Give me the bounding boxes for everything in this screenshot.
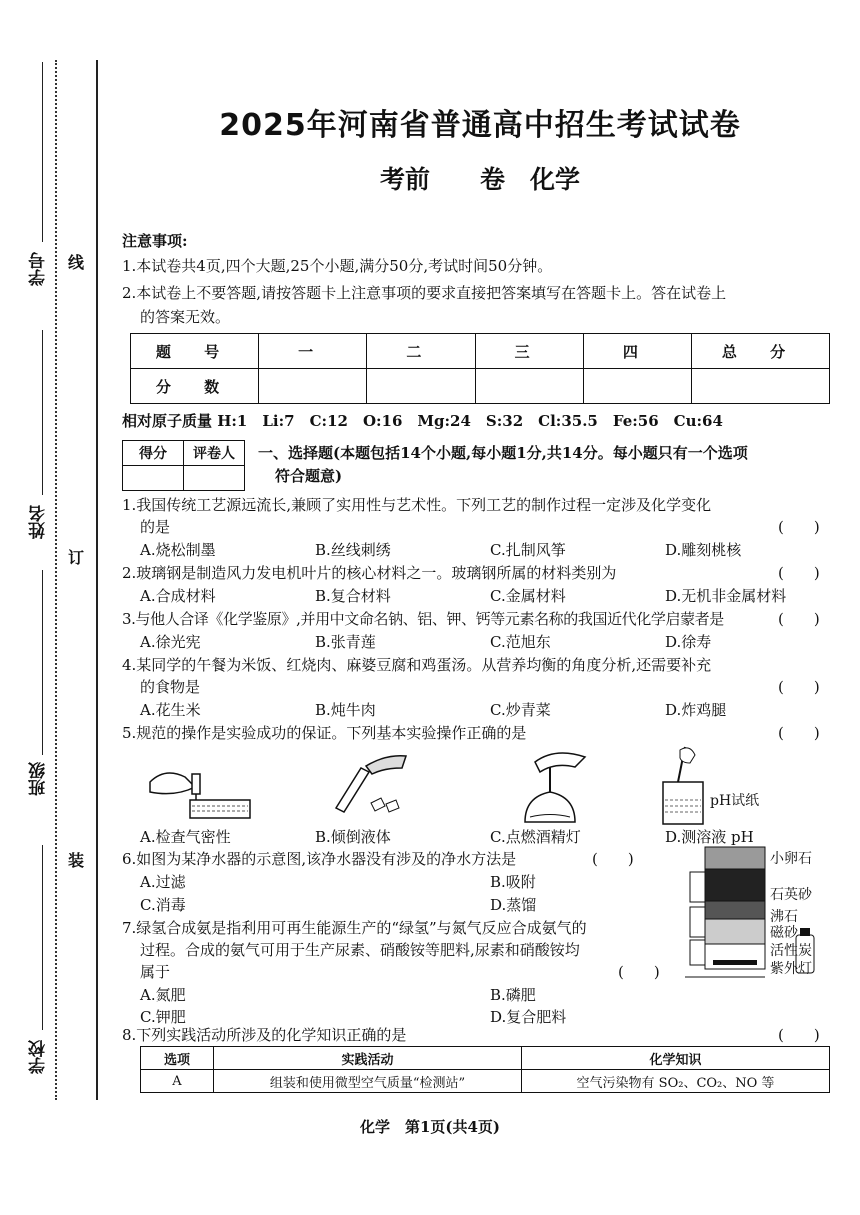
- q5-option-c: C.点燃酒精灯: [490, 828, 581, 846]
- q7-option-d: D.复合肥料: [490, 1008, 567, 1026]
- layer-label-zeolite: 沸石: [770, 909, 798, 925]
- class-label: 班级: [29, 762, 49, 796]
- q1-option-a: A.烧松制墨: [140, 541, 216, 559]
- grader-score-label: 得分: [123, 441, 184, 466]
- page-title: 2025年河南省普通高中招生考试试卷: [219, 108, 741, 143]
- q4-stem: 4.某同学的午餐为米饭、红烧肉、麻婆豆腐和鸡蛋汤。从营养均衡的角度分析,还需要补充: [122, 656, 712, 674]
- measure-ph-illustration: [655, 742, 725, 827]
- q4-option-b: B.炖牛肉: [315, 701, 376, 719]
- score-table-value-row: [131, 369, 830, 404]
- q6-option-b: B.吸附: [490, 873, 536, 891]
- q3-answer-paren: ( ): [778, 610, 820, 628]
- q1-stem: 1.我国传统工艺源远流长,兼顾了实用性与艺术性。下列工艺的制作过程一定涉及化学变化: [122, 496, 712, 514]
- pour-liquid-illustration: [316, 748, 416, 828]
- q1-option-b: B.丝线刺绣: [315, 541, 391, 559]
- name-label: 姓名: [29, 505, 49, 539]
- q7-option-c: C.钾肥: [140, 1008, 186, 1026]
- light-alcohol-lamp-illustration: [505, 742, 605, 827]
- notice-item-2: 2.本试卷上不要答题,请按答题卡上注意事项的要求直接把答案填写在答题卡上。答在试卷上: [122, 284, 727, 302]
- q7-stem-cont: 过程。合成的氨气可用于生产尿素、硝酸铵等肥料,尿素和硝酸铵均: [140, 941, 580, 959]
- q4-option-a: A.花生米: [140, 701, 201, 719]
- q8-table: [140, 1046, 830, 1093]
- score-cell[interactable]: [583, 369, 691, 404]
- q5-answer-paren: ( ): [778, 724, 820, 742]
- class-line: [42, 570, 43, 755]
- student-id-label: 学号: [29, 252, 49, 286]
- q8-row-knowledge: 空气污染物有 SO₂、CO₂、NO 等: [522, 1070, 830, 1093]
- name-line: [42, 330, 43, 495]
- water-purifier-diagram: [680, 842, 780, 982]
- q8-answer-paren: ( ): [778, 1026, 820, 1044]
- q3-option-a: A.徐光宪: [140, 633, 201, 651]
- q7-option-b: B.磷肥: [490, 986, 536, 1004]
- atomic-mass-line: 相对原子质量 H:1 Li:7 C:12 O:16 Mg:24 S:32 Cl:35.5 Fe:56 Cu:64: [122, 412, 723, 430]
- q8-row-activity: 组装和使用微型空气质量“检测站”: [214, 1070, 522, 1093]
- q3-stem: 3.与他人合译《化学鉴原》,并用中文命名钠、铝、钾、钙等元素名称的我国近代化学启蒙者是: [122, 610, 724, 628]
- q7-stem-cont2: 属于: [140, 963, 171, 981]
- q7-answer-paren: ( ): [618, 963, 660, 981]
- binding-mark-staple: 订: [68, 548, 85, 567]
- q8-header-knowledge: 化学知识: [522, 1047, 830, 1070]
- page-footer: 化学 第1页(共4页): [359, 1118, 501, 1136]
- q5-option-a: A.检查气密性: [140, 828, 231, 846]
- binding-mark-bind: 装: [68, 851, 85, 870]
- q4-option-c: C.炒青菜: [490, 701, 551, 719]
- grader-score-cell[interactable]: [123, 466, 184, 491]
- q6-option-d: D.蒸馏: [490, 896, 537, 914]
- q3-option-b: B.张青莲: [315, 633, 376, 651]
- school-label: 学校: [29, 1040, 49, 1074]
- score-header-cell: 二: [367, 334, 475, 369]
- ph-paper-label: pH试纸: [710, 793, 760, 809]
- q5-option-d: D.测溶液 pH: [665, 828, 754, 846]
- q1-answer-paren: ( ): [778, 518, 820, 536]
- q1-option-c: C.扎制风筝: [490, 541, 566, 559]
- score-cell[interactable]: [475, 369, 583, 404]
- grader-reviewer-label: 评卷人: [184, 441, 245, 466]
- score-table-header-row: [131, 334, 830, 369]
- layer-label-magnetite: 磁砂: [770, 925, 798, 941]
- layer-label-pebble: 小卵石: [770, 851, 812, 867]
- q8-stem: 8.下列实践活动所涉及的化学知识正确的是: [122, 1026, 407, 1044]
- q3-option-d: D.徐寿: [665, 633, 712, 651]
- section1-heading-cont: 符合题意): [275, 467, 343, 485]
- score-header-cell: 三: [475, 334, 583, 369]
- page-subtitle: 考前 卷 化学: [379, 165, 580, 194]
- q7-option-a: A.氮肥: [140, 986, 186, 1004]
- score-header-cell: 一: [259, 334, 367, 369]
- q8-table-header: [141, 1047, 830, 1070]
- q6-option-a: A.过滤: [140, 873, 186, 891]
- layer-label-uv-lamp: 紫外灯: [770, 961, 812, 977]
- q2-option-a: A.合成材料: [140, 587, 216, 605]
- score-header-cell: 题 号: [131, 334, 259, 369]
- binding-border: [96, 60, 98, 1100]
- score-cell[interactable]: [692, 369, 830, 404]
- notice-heading: 注意事项:: [122, 232, 188, 250]
- table-row: [141, 1070, 830, 1093]
- q6-stem: 6.如图为某净水器的示意图,该净水器没有涉及的净水方法是: [122, 850, 517, 868]
- q5-option-b: B.倾倒液体: [315, 828, 391, 846]
- score-cell[interactable]: [367, 369, 475, 404]
- notice-item-1: 1.本试卷共4页,四个大题,25个小题,满分50分,考试时间50分钟。: [122, 257, 553, 275]
- q6-option-c: C.消毒: [140, 896, 186, 914]
- q1-option-d: D.雕刻桃核: [665, 541, 742, 559]
- binding-mark-line: 线: [68, 253, 85, 272]
- grader-reviewer-cell[interactable]: [184, 466, 245, 491]
- q2-answer-paren: ( ): [778, 564, 820, 582]
- score-row-label: 分 数: [131, 369, 259, 404]
- q8-header-option: 选项: [141, 1047, 214, 1070]
- q4-stem-cont: 的食物是: [140, 678, 201, 696]
- q4-answer-paren: ( ): [778, 678, 820, 696]
- layer-label-quartz-sand: 石英砂: [770, 887, 812, 903]
- q1-stem-cont: 的是: [140, 518, 171, 536]
- q2-option-d: D.无机非金属材料: [665, 587, 787, 605]
- q3-option-c: C.范旭东: [490, 633, 551, 651]
- notice-item-2-cont: 的答案无效。: [140, 308, 231, 326]
- q4-option-d: D.炸鸡腿: [665, 701, 727, 719]
- grader-box: [122, 440, 245, 491]
- q2-option-b: B.复合材料: [315, 587, 391, 605]
- layer-label-activated-carbon: 活性炭: [770, 943, 812, 959]
- score-header-cell: 四: [583, 334, 691, 369]
- dotted-cut-line: [55, 60, 57, 1100]
- q2-stem: 2.玻璃钢是制造风力发电机叶片的核心材料之一。玻璃钢所属的材料类别为: [122, 564, 617, 582]
- section1-heading: 一、选择题(本题包括14个小题,每小题1分,共14分。每小题只有一个选项: [258, 444, 748, 462]
- score-table: [130, 333, 830, 404]
- q6-answer-paren: ( ): [592, 850, 634, 868]
- q2-option-c: C.金属材料: [490, 587, 566, 605]
- q8-header-activity: 实践活动: [214, 1047, 522, 1070]
- q5-stem: 5.规范的操作是实验成功的保证。下列基本实验操作正确的是: [122, 724, 527, 742]
- q8-row-option: A: [141, 1070, 214, 1093]
- q7-stem: 7.绿氢合成氨是指利用可再生能源生产的“绿氢”与氮气反应合成氨气的: [122, 919, 587, 937]
- student-id-line: [42, 62, 43, 242]
- score-header-cell: 总 分: [692, 334, 830, 369]
- airtightness-check-illustration: [140, 752, 260, 822]
- score-cell[interactable]: [259, 369, 367, 404]
- school-line: [42, 845, 43, 1030]
